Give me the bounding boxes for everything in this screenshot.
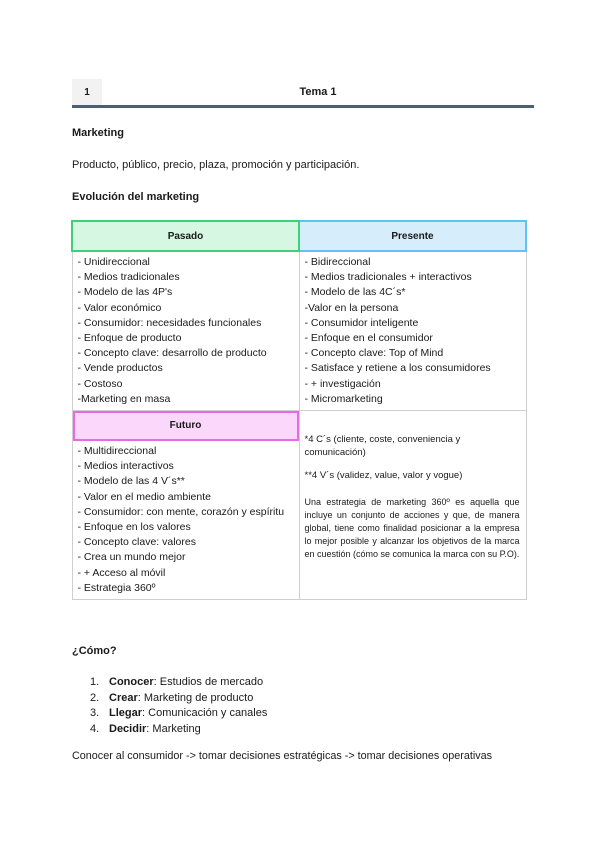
list-item: -Marketing en masa — [77, 392, 171, 405]
step-description: : Comunicación y canales — [142, 707, 268, 719]
list-item: - Crea un mundo mejor — [77, 551, 186, 564]
marketing-text: Producto, público, precio, plaza, promoción y participación. — [72, 159, 360, 171]
step-number: 4. — [90, 722, 100, 735]
cell-futuro — [72, 411, 299, 600]
list-item: - Costoso — [77, 377, 123, 390]
step-number: 2. — [90, 691, 100, 704]
list-item: - Enfoque en el consumidor — [304, 332, 433, 345]
page-title: Tema 1 — [299, 86, 337, 98]
list-item: - + Acceso al móvil — [77, 566, 166, 579]
step-item — [90, 706, 267, 722]
cell-presente — [299, 251, 526, 411]
note-4c: *4 C´s (cliente, coste, conveniencia y comunicación) — [304, 434, 461, 459]
step-description: : Estudios de mercado — [153, 676, 264, 688]
list-item: - Unidireccional — [77, 256, 150, 268]
step-keyword: Llegar — [109, 707, 143, 719]
step-item — [90, 675, 267, 691]
list-item: - Multidireccional — [77, 445, 157, 458]
list-item: - Concepto clave: valores — [77, 536, 196, 549]
list-item: - Vende productos — [77, 362, 163, 375]
list-item: - Valor en el medio ambiente — [77, 490, 211, 503]
list-item: - Consumidor: con mente, corazón y espíritu — [77, 505, 285, 518]
list-item: - Modelo de las 4 V´s** — [77, 475, 185, 488]
step-number: 3. — [90, 707, 100, 719]
list-item: - Enfoque en los valores — [77, 521, 191, 534]
step-keyword: Decidir — [109, 722, 147, 735]
list-item: - Medios tradicionales — [77, 271, 180, 284]
step-number: 1. — [90, 676, 100, 688]
list-item: - Concepto clave: desarrollo de producto — [77, 347, 267, 360]
list-item: - Concepto clave: Top of Mind — [304, 347, 444, 360]
list-item: - Micromarketing — [304, 392, 383, 405]
list-item: -Valor en la persona — [304, 301, 399, 314]
header-pasado: Pasado — [72, 221, 299, 251]
list-item: - Modelo de las 4P's — [77, 286, 173, 299]
evolucion-heading: Evolución del marketing — [72, 191, 200, 203]
list-item: - + investigación — [304, 377, 381, 390]
page-number: 1 — [72, 79, 102, 105]
list-futuro — [73, 441, 299, 599]
step-item — [90, 722, 267, 738]
list-item: - Medios tradicionales + interactivos — [304, 271, 472, 284]
marketing-heading: Marketing — [72, 127, 124, 139]
list-pasado — [73, 252, 299, 410]
step-item — [90, 691, 267, 707]
note-estrategia: Una estrategia de marketing 360º es aquella que incluye un conjunto de acciones y que, de manera global, tiene como finalidad posicionar a la empresa lo mejor posible y alcanzar los objetivos de la marca en cuestión (cómo se comunica la marca con su P.O). — [304, 497, 520, 560]
cell-pasado — [72, 251, 299, 411]
list-item: - Consumidor inteligente — [304, 316, 419, 329]
step-description: : Marketing — [146, 722, 201, 735]
note-4v: **4 V´s (validez, value, valor y vogue) — [304, 470, 463, 482]
notes — [300, 411, 526, 575]
header-presente: Presente — [299, 221, 526, 251]
list-item: - Consumidor: necesidades funcionales — [77, 316, 262, 329]
cell-notes — [299, 411, 526, 600]
header-divider — [72, 105, 534, 108]
step-description: : Marketing de producto — [137, 691, 254, 704]
list-item: - Enfoque de producto — [77, 332, 182, 345]
evolution-table — [71, 220, 527, 600]
list-item: - Satisface y retiene a los consumidores — [304, 362, 491, 375]
steps-list — [90, 675, 267, 737]
list-item: - Bidireccional — [304, 256, 371, 268]
conclusion-text: Conocer al consumidor -> tomar decisiones estratégicas -> tomar decisiones operativas — [72, 750, 493, 762]
step-keyword: Conocer — [109, 676, 154, 688]
list-item: - Medios interactivos — [77, 460, 174, 473]
list-item: - Valor económico — [77, 301, 162, 314]
list-presente — [300, 252, 526, 410]
list-item: - Estrategia 360º — [77, 581, 156, 594]
como-heading: ¿Cómo? — [72, 645, 117, 657]
header-futuro: Futuro — [73, 411, 299, 441]
list-item: - Modelo de las 4C´s* — [304, 286, 406, 299]
step-keyword: Crear — [109, 691, 138, 704]
